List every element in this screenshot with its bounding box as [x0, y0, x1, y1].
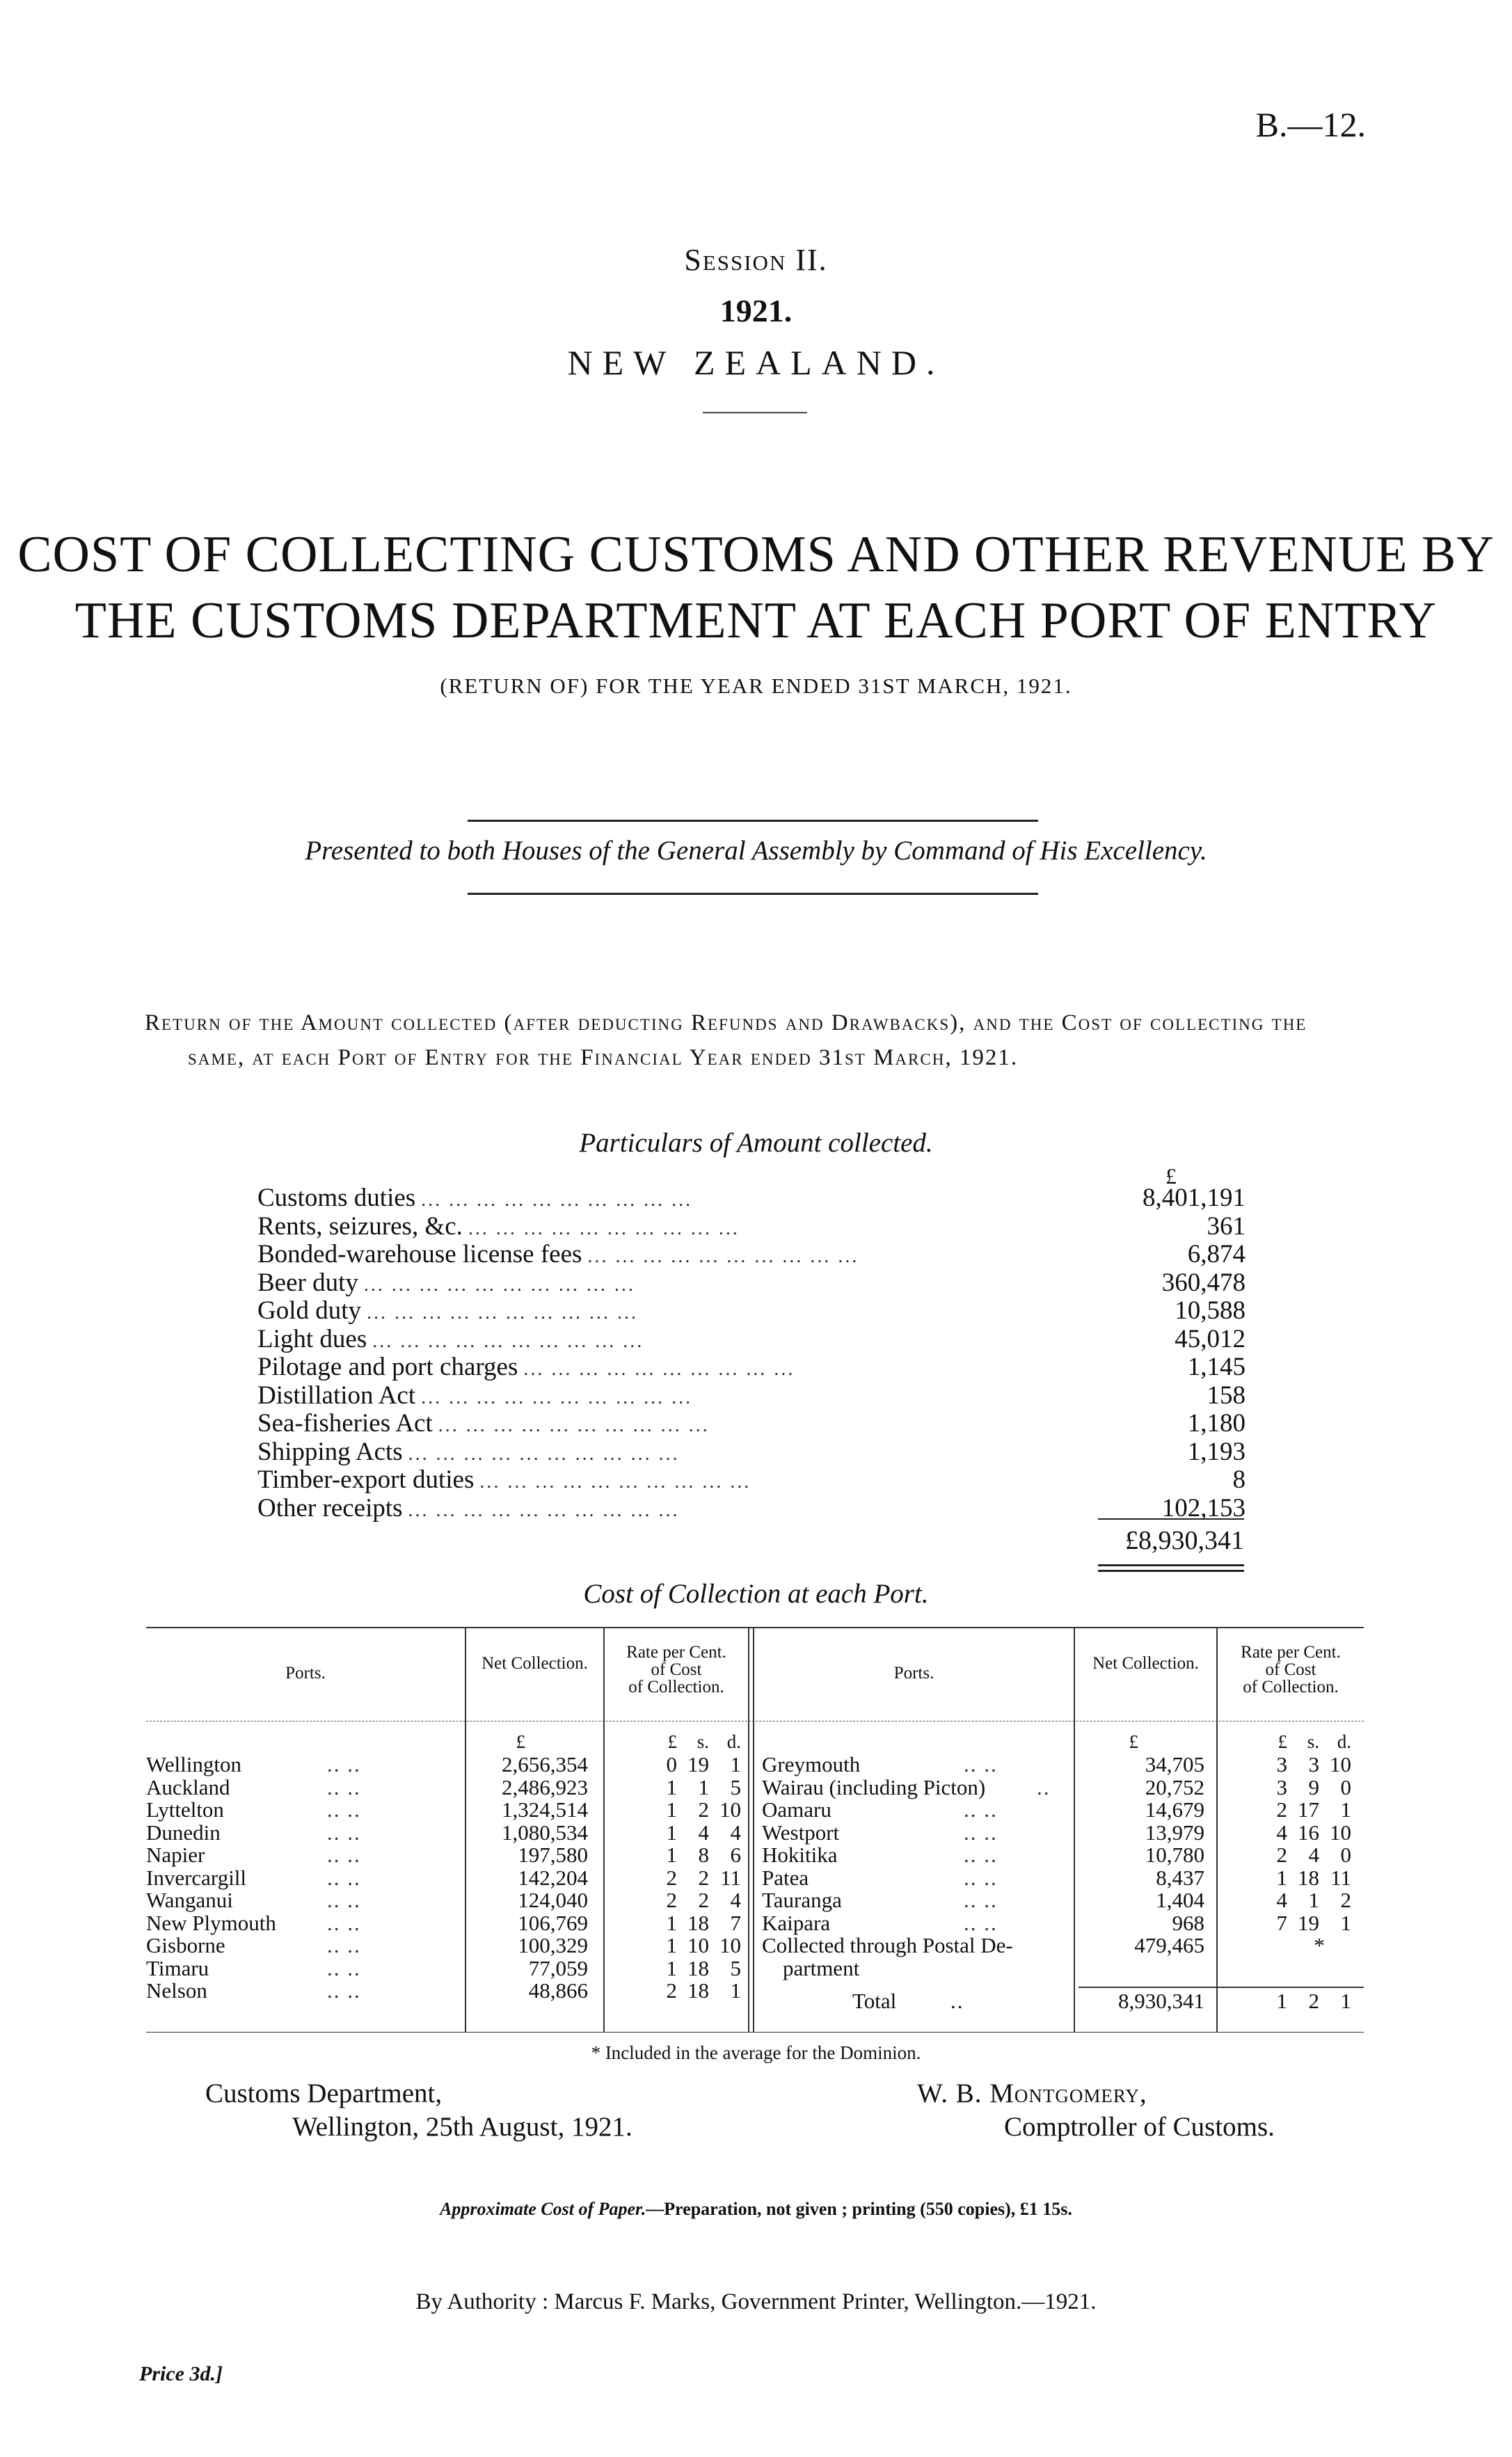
- leader-dots: .. ..: [327, 1843, 361, 1867]
- unit-pound: £: [516, 1731, 525, 1752]
- particulars-row: [257, 1211, 1246, 1240]
- particulars-row: [257, 1352, 1246, 1381]
- net-collection: 13,979: [1145, 1820, 1204, 1845]
- unit-pound: £: [1278, 1731, 1287, 1752]
- port-name-cell: [146, 1889, 459, 1912]
- header-net-left: Net Collection.: [482, 1654, 588, 1673]
- rate-pence: 4: [730, 1888, 741, 1912]
- net-collection: 48,866: [528, 1978, 588, 2003]
- particulars-label: Bonded-warehouse license fees: [257, 1240, 582, 1269]
- rate-pounds: 4: [1276, 1820, 1287, 1845]
- signatory-title: Comptroller of Customs.: [1004, 2112, 1275, 2142]
- leader-dots: ... ... ... ... ... ... ... ... ... ...: [438, 1415, 710, 1436]
- port-name: Dunedin: [146, 1820, 221, 1845]
- rate-shillings: 2: [698, 1797, 709, 1822]
- rate-shillings: 4: [698, 1820, 709, 1845]
- port-name: Oamaru: [762, 1797, 831, 1822]
- rate-cell: [612, 1844, 741, 1867]
- currency-symbol: £: [1165, 1163, 1177, 1188]
- particulars-label: Beer duty: [257, 1268, 358, 1297]
- place-date-line: Wellington, 25th August, 1921.: [292, 2112, 632, 2142]
- rate-cell: [1219, 1934, 1351, 1957]
- particulars-label: Gold duty: [257, 1296, 362, 1325]
- rate-shillings: 9: [1308, 1774, 1319, 1799]
- leader-dots: .. ..: [327, 1978, 361, 2003]
- port-name: New Plymouth: [146, 1910, 276, 1935]
- net-collection: 100,329: [518, 1933, 588, 1957]
- unit-pence: d.: [1337, 1731, 1351, 1752]
- port-name: Wairau (including Picton): [762, 1774, 986, 1799]
- particulars-row: [257, 1493, 1246, 1522]
- leader-dots: ... ... ... ... ... ... ... ... ... ...: [421, 1189, 693, 1211]
- rate-pounds: 1: [666, 1843, 677, 1867]
- rate-shillings: 18: [687, 1978, 709, 2003]
- port-name-continued: partment: [783, 1955, 860, 1980]
- rate-cell: [612, 1980, 741, 2003]
- port-name-cell: [146, 1957, 459, 1980]
- printer-line: By Authority : Marcus F. Marks, Government Printer, Wellington.—1921.: [415, 2289, 1097, 2314]
- port-name: Invercargill: [146, 1865, 247, 1890]
- header-rate-right: [1218, 1644, 1364, 1696]
- leader-dots: ... ... ... ... ... ... ... ... ... ...: [372, 1330, 644, 1352]
- net-collection: 77,059: [528, 1955, 588, 1980]
- leader-dots: .. ..: [327, 1888, 361, 1912]
- unit-pound: £: [667, 1731, 677, 1752]
- leader-dots: .. ..: [327, 1933, 361, 1957]
- rate-pounds: 3: [1276, 1774, 1287, 1799]
- total-row-label: Total ..: [762, 1990, 1068, 2013]
- port-name-cell: [762, 1934, 1068, 1957]
- rate-cell: [1219, 1776, 1351, 1799]
- rate-shillings: 2: [698, 1888, 709, 1912]
- leader-dots: ... ... ... ... ... ... ... ... ... ...: [408, 1499, 680, 1521]
- rate-pounds: 0: [666, 1752, 677, 1776]
- rate-shillings: 10: [687, 1933, 709, 1957]
- table-border: [146, 2032, 1364, 2033]
- rate-shillings: 17: [1298, 1797, 1319, 1822]
- rate-shillings: 2: [698, 1865, 709, 1890]
- rate-pence: 7: [730, 1910, 741, 1935]
- header-rate-line3: of Collection.: [1243, 1678, 1339, 1696]
- rate-cell: [612, 1889, 741, 1912]
- particulars-row: [257, 1239, 1246, 1268]
- particulars-label: Pilotage and port charges: [257, 1353, 518, 1381]
- total-rate: [1219, 1990, 1351, 2013]
- port-name: Tauranga: [762, 1888, 842, 1912]
- particulars-value: 45,012: [1175, 1324, 1246, 1353]
- rate-pence: 1: [1340, 1797, 1351, 1822]
- leader-dots: ... ... ... ... ... ... ... ... ... ...: [468, 1217, 740, 1239]
- paper-cost-note: [0, 2199, 1512, 2220]
- rate-pounds: 1: [666, 1955, 677, 1980]
- table-border: [146, 1721, 1364, 1722]
- rate-pence: 10: [719, 1933, 741, 1957]
- document-subtitle: (RETURN OF) FOR THE YEAR ENDED 31ST MARCH, 1921.: [440, 674, 1072, 698]
- divider: [1098, 1518, 1244, 1520]
- particulars-label: Shipping Acts: [257, 1437, 403, 1466]
- rate-cell: [1219, 1867, 1351, 1890]
- rate-pounds: 2: [666, 1888, 677, 1912]
- rate-pounds: 2: [1276, 1843, 1287, 1867]
- leader-dots: .. ..: [327, 1865, 361, 1890]
- net-collection: 34,705: [1145, 1752, 1204, 1776]
- net-collection: 1,080,534: [502, 1820, 588, 1845]
- price-label: Price 3d.]: [139, 2362, 223, 2385]
- particulars-value: 158: [1207, 1381, 1246, 1410]
- document-title-line-2: THE CUSTOMS DEPARTMENT AT EACH PORT OF ENTRY: [74, 592, 1438, 649]
- country-label: NEW ZEALAND.: [567, 343, 945, 382]
- particulars-value: 8,401,191: [1143, 1184, 1246, 1212]
- port-name: Wanganui: [146, 1888, 233, 1912]
- rate-pounds: 1: [666, 1910, 677, 1935]
- particulars-label: Light dues: [257, 1324, 367, 1353]
- header-ports-right: Ports.: [893, 1664, 934, 1683]
- particulars-row: [257, 1437, 1246, 1465]
- particulars-row: [257, 1268, 1246, 1296]
- port-name-cell: [146, 1799, 459, 1822]
- unit-rate-right: [1219, 1731, 1351, 1753]
- rate-pence: 5: [730, 1955, 741, 1980]
- port-name-cell: [762, 1776, 1068, 1799]
- signature-block-right: [917, 2077, 1275, 2144]
- net-collection: 10,780: [1145, 1843, 1204, 1867]
- rate-pence: 1: [730, 1752, 741, 1776]
- port-name-cell: [146, 1776, 459, 1799]
- leader-dots: .. ..: [327, 1752, 361, 1776]
- leader-dots: ..: [1037, 1774, 1051, 1799]
- port-name-cell: [762, 1844, 1068, 1867]
- particulars-value: 6,874: [1187, 1240, 1246, 1269]
- particulars-label: Rents, seizures, &c.: [257, 1211, 463, 1241]
- net-collection: 2,656,354: [502, 1752, 588, 1776]
- port-name-cell: [762, 1799, 1068, 1822]
- leader-dots: .. ..: [964, 1820, 998, 1845]
- paper-cost-text: —Preparation, not given ; printing (550 copies), £1 15s.: [646, 2199, 1072, 2219]
- rate-shillings: 18: [1298, 1865, 1319, 1890]
- net-collection: 479,465: [1134, 1933, 1204, 1957]
- leader-dots: .. ..: [327, 1910, 361, 1935]
- rate-pounds: 2: [666, 1865, 677, 1890]
- port-name-cell: [762, 1867, 1068, 1890]
- port-name: Auckland: [146, 1774, 230, 1799]
- signature-block-left: [205, 2077, 632, 2144]
- presented-note: Presented to both Houses of the General Assembly by Command of His Excellency.: [305, 836, 1207, 866]
- particulars-row: [257, 1296, 1246, 1324]
- total-rate-pence: 1: [1340, 1989, 1351, 2013]
- net-collection: 106,769: [518, 1910, 588, 1935]
- leader-dots: .. ..: [964, 1843, 998, 1867]
- rate-cell: [612, 1776, 741, 1799]
- rate-cell: [612, 1867, 741, 1890]
- total-net: 8,930,341: [1118, 1989, 1204, 2013]
- leader-dots: ... ... ... ... ... ... ... ... ... ...: [367, 1302, 639, 1323]
- rate-shillings: 19: [1298, 1910, 1319, 1935]
- divider: [703, 412, 807, 413]
- leader-dots: .. ..: [964, 1910, 998, 1935]
- particulars-value: 1,193: [1187, 1437, 1246, 1466]
- unit-pound: £: [1129, 1731, 1138, 1752]
- rate-pence: 1: [1340, 1910, 1351, 1935]
- rate-pounds: 2: [666, 1978, 677, 2003]
- divider: [468, 820, 1038, 822]
- table-column-rule: [1074, 1627, 1075, 2032]
- leader-dots: .. ..: [327, 1774, 361, 1799]
- rate-shillings: 1: [1308, 1888, 1319, 1912]
- port-name: Hokitika: [762, 1843, 838, 1867]
- particulars-label: Customs duties: [257, 1184, 416, 1212]
- port-name-cell: [762, 1912, 1068, 1935]
- port-name: Wellington: [146, 1752, 241, 1776]
- rate-pence: 10: [719, 1797, 741, 1822]
- leader-dots: ... ... ... ... ... ... ... ... ... ...: [408, 1442, 680, 1465]
- leader-dots: .. ..: [964, 1888, 998, 1912]
- unit-rate-left: [612, 1731, 741, 1753]
- rate-pounds: 1: [666, 1933, 677, 1957]
- port-name: Kaipara: [762, 1910, 831, 1935]
- year-label: 1921.: [719, 293, 793, 328]
- rate-pence: 5: [730, 1774, 741, 1799]
- rate-cell: [612, 1912, 741, 1935]
- unit-pence: d.: [726, 1731, 741, 1752]
- net-collection: 142,204: [518, 1865, 588, 1890]
- leader-dots: .. ..: [327, 1797, 361, 1822]
- header-rate-line3: of Collection.: [628, 1678, 724, 1696]
- particulars-row: [257, 1408, 1246, 1437]
- department-line: Customs Department,: [205, 2078, 443, 2108]
- rate-pence: 1: [730, 1978, 741, 2003]
- rate-shillings: 18: [687, 1955, 709, 1980]
- net-collection: 2,486,923: [502, 1774, 588, 1799]
- net-collection: 197,580: [518, 1843, 588, 1867]
- rate-shillings: 16: [1298, 1820, 1319, 1845]
- particulars-label: Other receipts: [257, 1493, 403, 1522]
- particulars-row: [257, 1183, 1246, 1211]
- rate-shillings: 8: [698, 1843, 709, 1867]
- rate-pence: 0: [1340, 1774, 1351, 1799]
- rate-cell: [612, 1799, 741, 1822]
- particulars-label: Timber-export duties: [257, 1465, 475, 1494]
- particulars-value: 361: [1207, 1211, 1246, 1241]
- particulars-value: 1,180: [1187, 1409, 1246, 1438]
- return-heading: Return of the Amount collected (after deducting Refunds and Drawbacks), and the Cost of collecting the same, at each Port of Entry for the Financial Year ended 31st March, 1921.: [145, 1010, 1307, 1070]
- rate-pence: 10: [1330, 1752, 1351, 1776]
- particulars-label: Sea-fisheries Act: [257, 1409, 433, 1438]
- port-name-cell: [762, 1822, 1068, 1845]
- total-rate-pounds: 1: [1276, 1989, 1287, 2013]
- port-name: Collected through Postal De-: [762, 1933, 1013, 1957]
- rate-pounds: 1: [1276, 1865, 1287, 1890]
- table-column-rule: [748, 1627, 749, 2032]
- port-name: Nelson: [146, 1978, 207, 2003]
- net-collection: 14,679: [1145, 1797, 1204, 1822]
- rate-shillings: 19: [687, 1752, 709, 1776]
- particulars-total: £8,930,341: [1125, 1526, 1244, 1555]
- document-title-line-1: COST OF COLLECTING CUSTOMS AND OTHER REVENUE BY: [17, 526, 1495, 583]
- rate-pounds: 4: [1276, 1888, 1287, 1912]
- port-name-cell: [146, 1822, 459, 1845]
- net-collection: 1,324,514: [502, 1797, 588, 1822]
- particulars-value: 360,478: [1161, 1268, 1246, 1297]
- leader-dots: ... ... ... ... ... ... ... ... ... ...: [363, 1273, 635, 1296]
- header-rate-line2: of Cost: [1265, 1660, 1316, 1679]
- rate-cell: [1219, 1912, 1351, 1935]
- unit-shillings: s.: [1307, 1731, 1319, 1752]
- particulars-row: [257, 1324, 1246, 1353]
- rate-pounds: 1: [666, 1774, 677, 1799]
- rate-cell: [1219, 1754, 1351, 1776]
- port-name-cell: [146, 1934, 459, 1957]
- total-label: Total: [852, 1989, 897, 2013]
- document-reference: B.—12.: [1255, 105, 1366, 144]
- header-rate-line2: of Cost: [651, 1660, 702, 1679]
- unit-shillings: s.: [697, 1731, 709, 1752]
- rate-cell: [612, 1957, 741, 1980]
- session-label: Session II.: [684, 243, 828, 277]
- rate-cell: [1219, 1822, 1351, 1845]
- rate-pence: 2: [1340, 1888, 1351, 1912]
- particulars-list: [257, 1183, 1246, 1521]
- leader-dots: ... ... ... ... ... ... ... ... ... ...: [479, 1471, 751, 1493]
- rate-pounds: 7: [1276, 1910, 1287, 1935]
- net-collection: 124,040: [518, 1888, 588, 1912]
- rate-pence: 10: [1330, 1820, 1351, 1845]
- rate-pounds: 1: [666, 1797, 677, 1822]
- particulars-value: 1,145: [1187, 1353, 1246, 1381]
- port-name-cell: [146, 1980, 459, 2003]
- rate-pence: 11: [1330, 1865, 1351, 1890]
- rate-shillings: 1: [698, 1774, 709, 1799]
- leader-dots: .. ..: [327, 1955, 361, 1980]
- particulars-row: [257, 1465, 1246, 1493]
- header-rate-line1: Rate per Cent.: [1241, 1643, 1341, 1662]
- net-collection: 8,437: [1156, 1865, 1204, 1890]
- port-name: Timaru: [146, 1955, 209, 1980]
- rate-mark: *: [1314, 1933, 1325, 1957]
- table-column-rule: [753, 1627, 754, 2032]
- divider: [468, 893, 1038, 895]
- paper-cost-label: Approximate Cost of Paper.: [440, 2199, 646, 2219]
- rate-pounds: 2: [1276, 1797, 1287, 1822]
- port-name: Greymouth: [762, 1752, 861, 1776]
- net-collection: 1,404: [1156, 1888, 1204, 1912]
- rate-cell: [1219, 1889, 1351, 1912]
- port-name: Patea: [762, 1865, 809, 1890]
- port-name-cell: [146, 1754, 459, 1776]
- rate-pence: 11: [720, 1865, 741, 1890]
- net-collection: 20,752: [1145, 1774, 1204, 1799]
- particulars-value: 102,153: [1161, 1493, 1246, 1522]
- rate-shillings: 4: [1308, 1843, 1319, 1867]
- table-border: [146, 1627, 1364, 1628]
- particulars-value: 10,588: [1175, 1296, 1246, 1325]
- rate-pence: 6: [730, 1843, 741, 1867]
- particulars-value: 8: [1232, 1465, 1246, 1494]
- leader-dots: .. ..: [964, 1797, 998, 1822]
- port-name: Napier: [146, 1843, 205, 1867]
- port-name-cell: [146, 1867, 459, 1890]
- header-rate-left: [605, 1644, 748, 1696]
- particulars-label: Distillation Act: [257, 1381, 416, 1410]
- port-name-cell: [146, 1912, 459, 1935]
- rate-shillings: 18: [687, 1910, 709, 1935]
- leader-dots: .. ..: [327, 1820, 361, 1845]
- divider: [1098, 1570, 1244, 1572]
- rate-cell: [1219, 1799, 1351, 1822]
- rate-cell: [612, 1934, 741, 1957]
- rate-cell: [612, 1754, 741, 1776]
- port-name-cell: [146, 1844, 459, 1867]
- port-name: Lyttelton: [146, 1797, 224, 1822]
- rate-pounds: 1: [666, 1820, 677, 1845]
- port-name: Westport: [762, 1820, 840, 1845]
- total-rate-shillings: 2: [1308, 1989, 1319, 2013]
- rate-cell: [612, 1822, 741, 1845]
- cost-table-title: Cost of Collection at each Port.: [583, 1579, 929, 1609]
- net-collection: 968: [1172, 1910, 1204, 1935]
- rate-pence: 4: [730, 1820, 741, 1845]
- signatory-name: W. B. Montgomery,: [917, 2078, 1147, 2108]
- port-name-cell: [762, 1889, 1068, 1912]
- header-rate-line1: Rate per Cent.: [626, 1643, 726, 1662]
- particulars-row: [257, 1381, 1246, 1409]
- leader-dots: ... ... ... ... ... ... ... ... ... ...: [421, 1386, 693, 1408]
- particulars-title: Particulars of Amount collected.: [579, 1128, 933, 1158]
- rate-pounds: 3: [1276, 1752, 1287, 1776]
- port-name-cell: [762, 1754, 1068, 1776]
- table-footnote: * Included in the average for the Dominion.: [591, 2042, 921, 2063]
- rate-shillings: 3: [1308, 1752, 1319, 1776]
- leader-dots: ... ... ... ... ... ... ... ... ... ...: [523, 1358, 795, 1380]
- rate-pence: 0: [1340, 1843, 1351, 1867]
- header-net-right: Net Collection.: [1092, 1654, 1199, 1673]
- header-ports-left: Ports.: [285, 1664, 326, 1683]
- rate-cell: [1219, 1844, 1351, 1867]
- leader-dots: ... ... ... ... ... ... ... ... ... ...: [587, 1246, 859, 1267]
- leader-dots: .. ..: [964, 1752, 998, 1776]
- port-name: Gisborne: [146, 1933, 225, 1957]
- divider: [1079, 1987, 1364, 1988]
- leader-dots: .. ..: [964, 1865, 998, 1890]
- divider: [1098, 1564, 1244, 1566]
